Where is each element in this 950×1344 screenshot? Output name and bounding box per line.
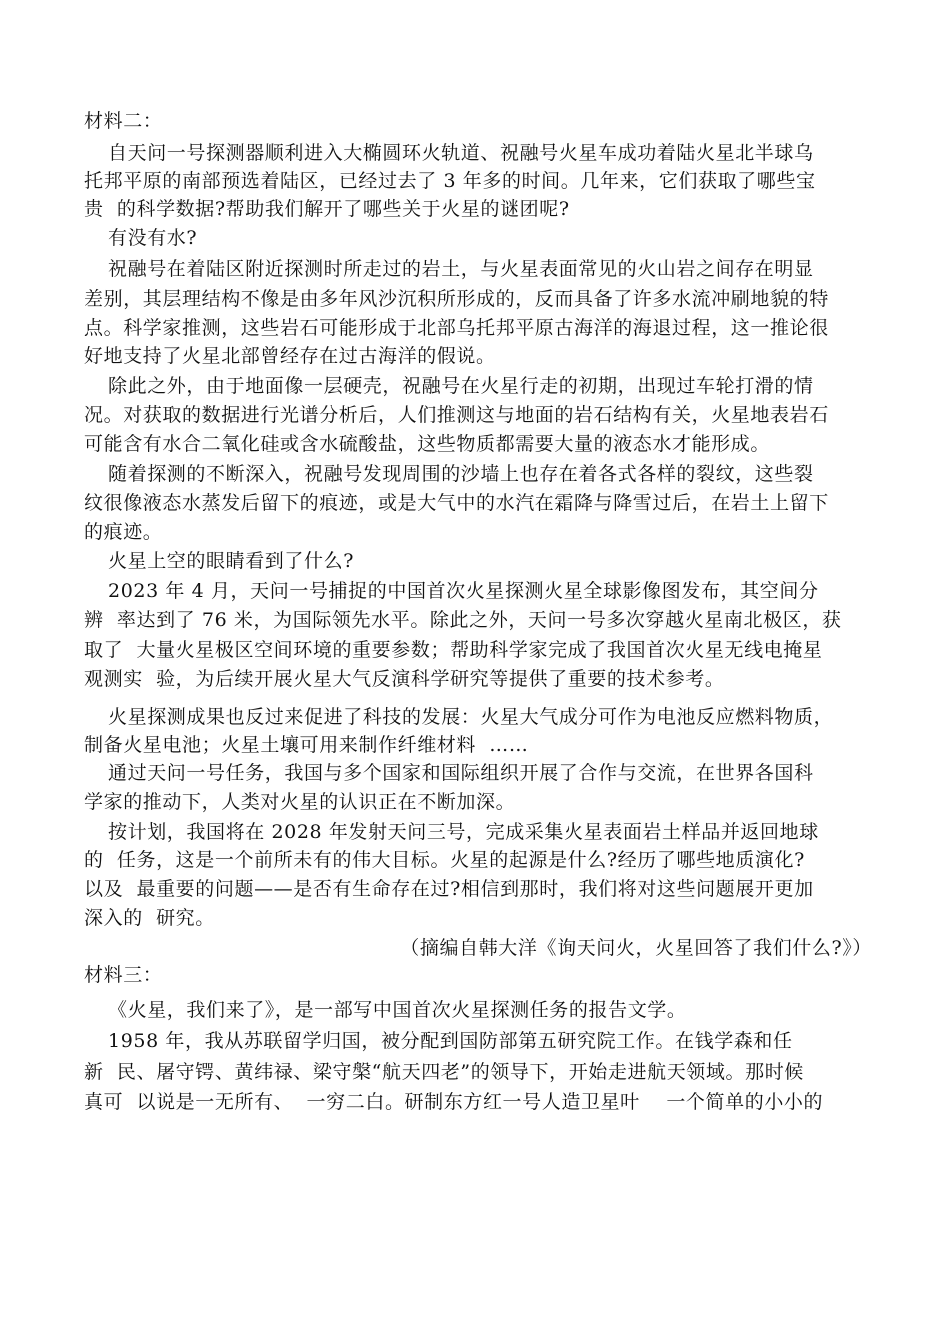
paragraph-line: 按计划，我国将在 2028 年发射天问三号，完成采集火星表面岩土样品并返回地球 [108, 821, 819, 843]
paragraph-line: 纹很像液态水蒸发后留下的痕迹，或是大气中的水汽在霜降与降雪过后，在岩土上留下 [84, 492, 829, 514]
paragraph-line: 的 任务，这是一个前所未有的伟大目标。火星的起源是什么?经历了哪些地质演化? [84, 849, 805, 871]
paragraph-line: 辨 率达到了 76 米，为国际领先水平。除此之外，天问一号多次穿越火星南北极区，获 [84, 609, 842, 631]
paragraph-line: 2023 年 4 月，天问一号捕捉的中国首次火星探测火星全球影像图发布，其空间分 [108, 580, 819, 602]
paragraph-line: 随着探测的不断深入，祝融号发现周围的沙墙上也存在着各式各样的裂纹，这些裂 [108, 463, 814, 485]
paragraph-line: 祝融号在着陆区附近探测时所走过的岩土，与火星表面常见的火山岩之间存在明显 [108, 258, 814, 280]
paragraph-line: 以及 最重要的问题——是否有生命存在过?相信到那时，我们将对这些问题展开更加 [84, 878, 814, 900]
paragraph-line: 通过天问一号任务，我国与多个国家和国际组织开展了合作与交流，在世界各国科 [108, 762, 814, 784]
paragraph-line: 除此之外，由于地面像一层硬壳，祝融号在火星行走的初期，出现过车轮打滑的情 [108, 375, 814, 397]
section-question-water: 有没有水? [108, 227, 198, 249]
paragraph-line: 观测实 验，为后续开展火星大气反演科学研究等提供了重要的技术参考。 [84, 668, 725, 690]
paragraph-line: 的痕迹。 [84, 521, 163, 543]
paragraph-line: 深入的 研究。 [84, 907, 215, 929]
paragraph-line: 制备火星电池；火星土壤可用来制作纤维材料 …… [84, 734, 529, 756]
source-citation: （摘编自韩大洋《询天问火，火星回答了我们什么?》） [400, 937, 872, 959]
paragraph-line: 真可 以说是一无所有、 一穷二白。研制东方红一号人造卫星叶 一个简单的小小的 [84, 1091, 824, 1113]
paragraph-line: 点。科学家推测，这些岩石可能形成于北部乌托邦平原古海洋的海退过程，这一推论很 [84, 317, 829, 339]
paragraph-line: 自天问一号探测器顺利进入大椭圆环火轨道、祝融号火星车成功着陆火星北半球乌 [108, 142, 814, 164]
paragraph-line: 可能含有水合二氧化硅或含水硫酸盐，这些物质都需要大量的液态水才能形成。 [84, 433, 771, 455]
paragraph-line: 好地支持了火星北部曾经存在过古海洋的假说。 [84, 345, 496, 367]
paragraph-line: 1958 年，我从苏联留学归国，被分配到国防部第五研究院工作。在钱学森和任 [108, 1030, 793, 1052]
paragraph-line: 况。对获取的数据进行光谱分析后，人们推测这与地面的岩石结构有关，火星地表岩石 [84, 404, 829, 426]
paragraph-line: 《火星，我们来了》，是一部写中国首次火星探测任务的报告文学。 [108, 999, 687, 1021]
paragraph-line: 贵 的科学数据?帮助我们解开了哪些关于火星的谜团呢? [84, 198, 570, 220]
paragraph-line: 取了 大量火星极区空间环境的重要参数；帮助科学家完成了我国首次火星无线电掩星 [84, 639, 823, 661]
paragraph-line: 托邦平原的南部预选着陆区，已经过去了 3 年多的时间。几年来，它们获取了哪些宝 [84, 170, 816, 192]
section-question-eyes: 火星上空的眼睛看到了什么? [108, 550, 354, 572]
material-3-heading: 材料三： [84, 964, 163, 986]
paragraph-line: 差别，其层理结构不像是由多年风沙沉积所形成的，反而具备了许多水流冲刷地貌的特 [84, 288, 829, 310]
paragraph-line: 新 民、屠守锷、黄纬禄、梁守槃“航天四老”的领导下，开始走进航天领域。那时候 [84, 1061, 804, 1083]
material-2-heading: 材料二： [84, 110, 163, 132]
paragraph-line: 学家的推动下，人类对火星的认识正在不断加深。 [84, 791, 516, 813]
paragraph-line: 火星探测成果也反过来促进了科技的发展：火星大气成分可作为电池反应燃料物质， [108, 706, 834, 728]
